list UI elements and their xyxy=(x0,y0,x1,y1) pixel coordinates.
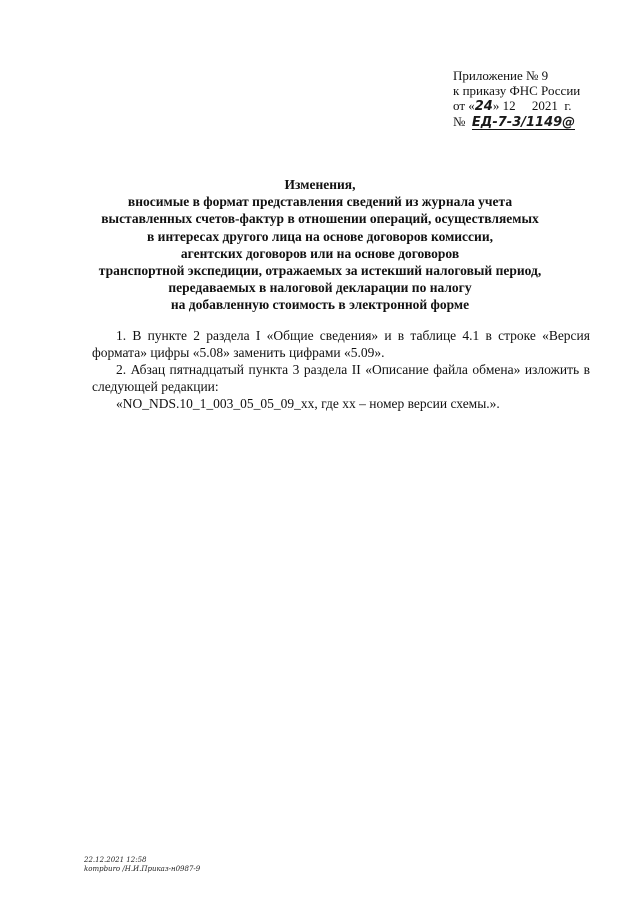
document-title xyxy=(80,176,560,314)
appendix-header xyxy=(453,68,623,130)
document-body xyxy=(92,327,590,412)
order-reference: к приказу ФНС России xyxy=(453,83,581,98)
order-date xyxy=(453,98,623,114)
title-line: агентских договоров или на основе договоров xyxy=(180,245,460,261)
title-line: Изменения, xyxy=(284,177,356,192)
title-line: в интересах другого лица на основе договоров комиссии, xyxy=(147,228,493,244)
footer-timestamp: 22.12.2021 12:58 xyxy=(84,856,147,864)
number-handwritten: ЕД-7-3/1149@ xyxy=(471,115,576,130)
footer-path: kompburo /Н.И.Приказ-н0987-9 xyxy=(84,865,201,873)
order-number xyxy=(453,114,623,130)
date-suffix: г. xyxy=(564,98,572,113)
title-line: выставленных счетов-фактур в отношении операций, осуществляемых xyxy=(101,211,539,227)
paragraph-item-2: 2. Абзац пятнадцатый пункта 3 раздела II «Описание файла обмена» изложить в следующей редакции: xyxy=(92,362,590,394)
number-prefix: № xyxy=(453,114,466,129)
title-line: на добавленную стоимость в электронной форме xyxy=(170,297,470,313)
title-line: транспортной экспедиции, отражаемых за истекший налоговый период, xyxy=(98,263,542,279)
title-line: вносимые в формат представления сведений из журнала учета xyxy=(127,194,513,210)
document-footer xyxy=(84,856,200,874)
paragraph-item-1: 1. В пункте 2 раздела I «Общие сведения» и в таблице 4.1 в строке «Версия формата» цифры «5.08» заменить цифрами «5.09». xyxy=(92,328,590,360)
paragraph-item-3: «NO_NDS.10_1_003_05_05_09_xx, где xx – номер версии схемы.». xyxy=(116,396,500,411)
date-prefix: от « xyxy=(453,98,475,113)
date-day-handwritten: 24 xyxy=(474,99,493,114)
date-year: 2021 xyxy=(531,98,558,113)
title-line: передаваемых в налоговой декларации по налогу xyxy=(168,280,472,296)
appendix-number: Приложение № 9 xyxy=(453,68,549,83)
date-mid: » 12 xyxy=(492,98,516,113)
